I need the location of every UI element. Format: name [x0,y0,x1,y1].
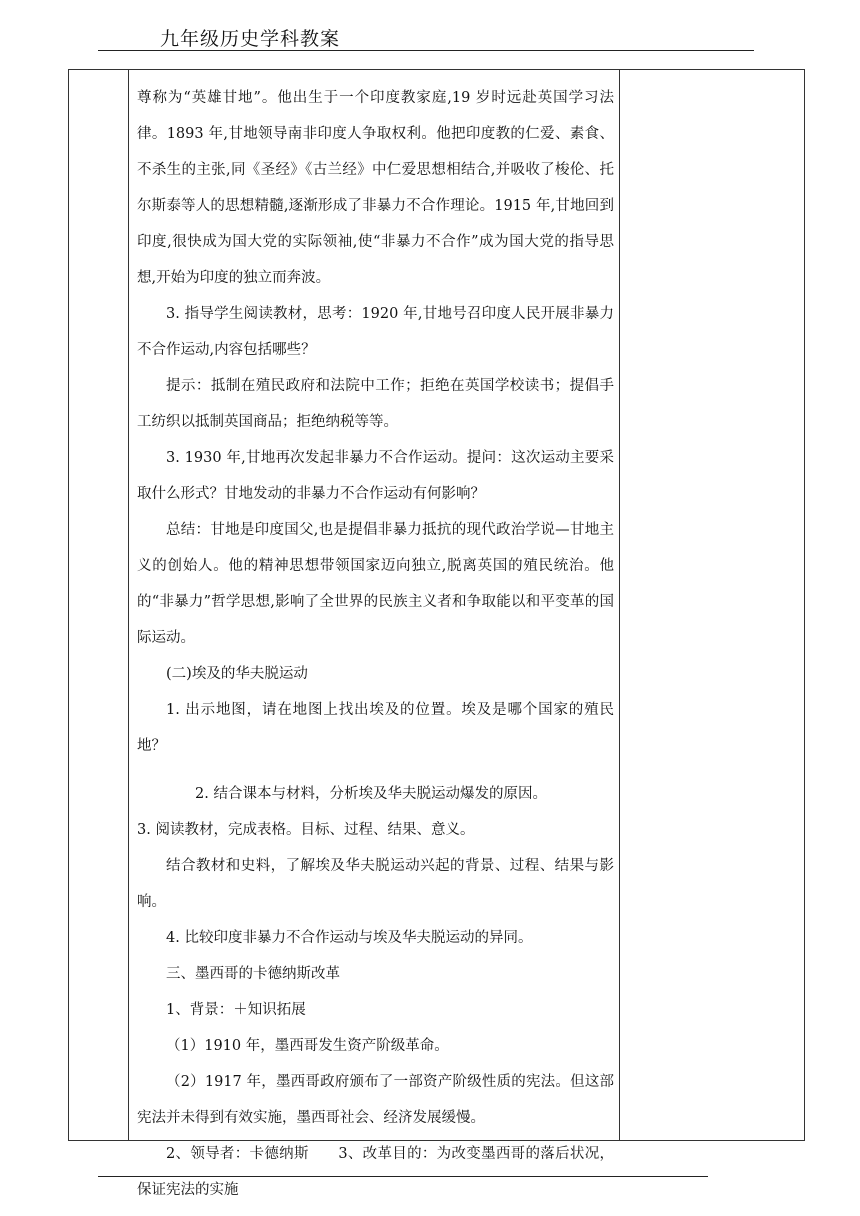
paragraph-gandhi-intro: 尊称为“英雄甘地”。他出生于一个印度教家庭,19 岁时远赴英国学习法律。1893 年,甘地领导南非印度人争取权利。他把印度教的仁爱、素食、不杀生的主张,同《圣经》《古兰经》中仁爱思想相结合,并吸收了梭伦、托尔斯泰等人的思想精髓,逐渐形成了非暴力不合作理论。1915 年,甘地回到印度,很快成为国大党的实际领袖,使“非暴力不合作”成为国大党的指导思想,开始为印度的独立而奔波。 [137,90,614,286]
paragraph-causes: 2. 结合课本与材料，分析埃及华夫脱运动爆发的原因。 [195,786,547,802]
paragraph-background: 1、背景：＋知识拓展 [166,1002,306,1018]
paragraph-table-task: 3. 阅读教材，完成表格。目标、过程、结果、意义。 [137,822,475,838]
table-column-divider-left [128,70,129,1140]
lesson-content-cell [137,80,614,1208]
paragraph-1917: （2）1917 年，墨西哥政府颁布了一部资产阶级性质的宪法。但这部宪法并未得到有效实施，墨西哥社会、经济发展缓慢。 [137,1074,614,1126]
page-header-title: 九年级历史学科教案 [160,28,341,50]
table-column-divider-right [619,70,620,1140]
paragraph-question-1920: 3. 指导学生阅读教材，思考：1920 年,甘地号召印度人民开展非暴力不合作运动,内容包括哪些？ [137,306,614,358]
paragraph-map-task: 1. 出示地图，请在地图上找出埃及的位置。埃及是哪个国家的殖民地？ [137,702,614,754]
paragraph-1910: （1）1910 年，墨西哥发生资产阶级革命。 [166,1038,449,1054]
paragraph-leader-goal: 2、领导者：卡德纳斯 3、改革目的：为改变墨西哥的落后状况，保证宪法的实施 [137,1146,614,1198]
section-heading-egypt: (二)埃及的华夫脱运动 [166,666,308,682]
paragraph-hint: 提示：抵制在殖民政府和法院中工作；拒绝在英国学校读书；提倡手工纺织以抵制英国商品；拒绝纳税等等。 [137,378,614,430]
paragraph-question-1930: 3. 1930 年,甘地再次发起非暴力不合作运动。提问：这次运动主要采取什么形式？甘地发动的非暴力不合作运动有何影响？ [137,450,614,502]
footer-divider [98,1176,708,1177]
header-divider [98,50,754,51]
paragraph-summary: 总结：甘地是印度国父,也是提倡非暴力抵抗的现代政治学说—甘地主义的创始人。他的精神思想带领国家迈向独立,脱离英国的殖民统治。他的“非暴力”哲学思想,影响了全世界的民族主义者和争取能以和平变革的国际运动。 [137,522,614,646]
spacer [137,764,614,776]
paragraph-compare-task: 4. 比较印度非暴力不合作运动与埃及华夫脱运动的异同。 [166,930,533,946]
lesson-plan-table [68,69,805,1198]
paragraph-background-task: 结合教材和史料，了解埃及华夫脱运动兴起的背景、过程、结果与影响。 [137,858,614,910]
section-heading-mexico: 三、墨西哥的卡德纳斯改革 [166,966,340,982]
